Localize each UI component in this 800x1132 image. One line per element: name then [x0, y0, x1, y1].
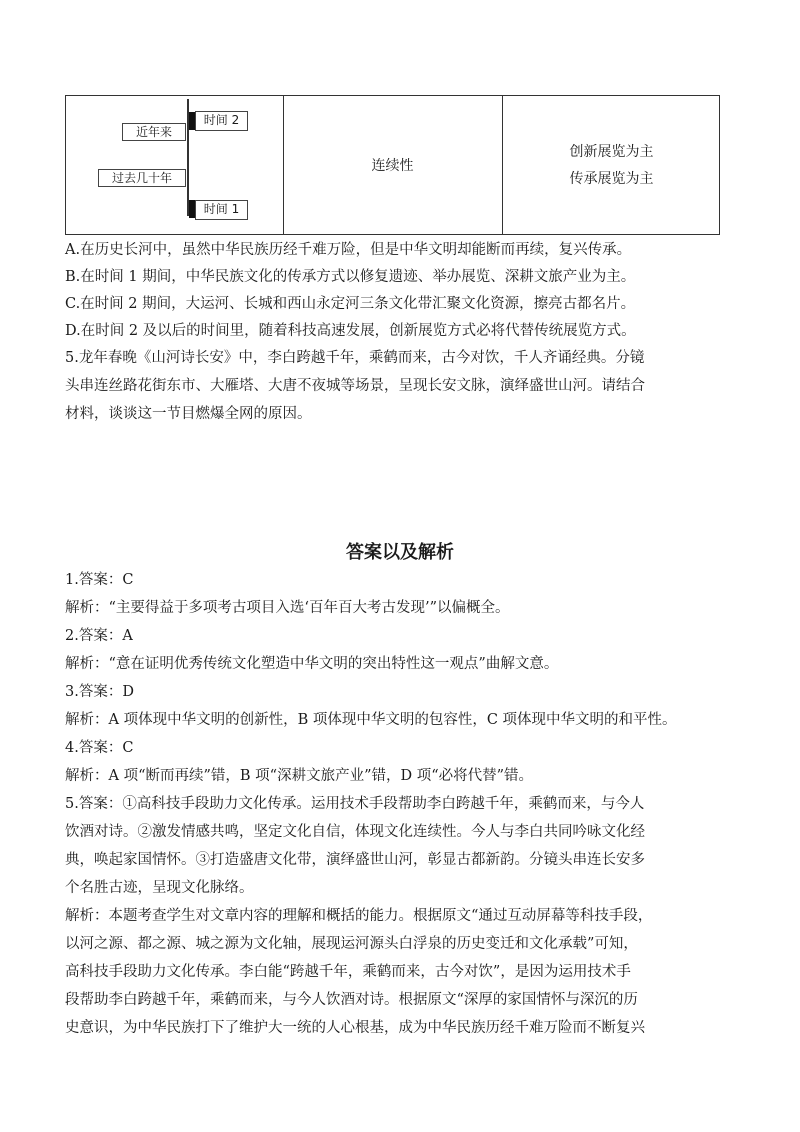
answer-line: 以河之源、都之源、城之源为文化轴，展现运河源头白浮泉的历史变迁和文化承载”可知， — [65, 936, 638, 952]
answer-line: 解析：A 项“断而再续”错，B 项“深耕文旅产业”错，D 项“必将代替”错。 — [65, 768, 534, 784]
answer-line: 4.答案：C — [65, 740, 134, 756]
option-c: C.在时间 2 期间，大运河、长城和西山永定河三条文化带汇聚文化资源，擦亮古都名片。 — [65, 296, 636, 312]
exhibition-line-1: 创新展览为主 — [569, 144, 654, 160]
recent-label: 近年来 — [122, 123, 186, 141]
answer-line: 典，唤起家国情怀。③打造盛唐文化带，演绎盛世山河，彰显古都新韵。分镜头串连长安多 — [65, 852, 645, 868]
answers-title: 答案以及解析 — [346, 542, 454, 563]
question5-line: 5.龙年春晚《山河诗长安》中，李白跨越千年，乘鹤而来，古今对饮，千人齐诵经典。分镜 — [65, 350, 645, 366]
answer-line: 个名胜古迹，呈现文化脉络。 — [65, 880, 254, 896]
exhibition-line-2: 传承展览为主 — [569, 171, 654, 187]
answer-line: 解析：A 项体现中华文明的创新性，B 项体现中华文明的包容性，C 项体现中华文明的和平性。 — [65, 712, 677, 728]
answer-line: 1.答案：C — [65, 572, 134, 588]
option-a: A.在历史长河中，虽然中华民族历经千难万险，但是中华文明却能断而再续，复兴传承。 — [65, 242, 632, 258]
answer-line: 史意识，为中华民族打下了维护大一统的人心根基，成为中华民族历经千难万险而不断复兴 — [65, 1020, 645, 1036]
option-b: B.在时间 1 期间，中华民族文化的传承方式以修复遗迹、举办展览、深耕文旅产业为主。 — [65, 269, 636, 285]
answer-line: 3.答案：D — [65, 684, 134, 700]
question5-line: 头串连丝路花街东市、大雁塔、大唐不夜城等场景，呈现长安文脉，演绎盛世山河。请结合 — [65, 378, 645, 394]
option-d: D.在时间 2 及以后的时间里，随着科技高速发展，创新展览方式必将代替传统展览方式。 — [65, 323, 636, 339]
time1-label: 时间 1 — [195, 200, 248, 220]
comparison-table — [65, 95, 720, 235]
answer-line: 解析：“主要得益于多项考古项目入选‘百年百大考古发现’”以偏概全。 — [65, 600, 510, 616]
answer-line: 高科技手段助力文化传承。李白能“跨越千年，乘鹤而来，古今对饮”，是因为运用技术手 — [65, 964, 631, 980]
time2-label: 时间 2 — [195, 111, 248, 131]
answer-line: 饮酒对诗。②激发情感共鸣，坚定文化自信，体现文化连续性。今人与李白共同吟咏文化经 — [65, 824, 645, 840]
answer-line: 段帮助李白跨越千年，乘鹤而来，与今人饮酒对诗。根据原文“深厚的家国情怀与深沉的历 — [65, 992, 638, 1008]
past-label: 过去几十年 — [98, 169, 186, 187]
answer-line: 解析：本题考查学生对文章内容的理解和概括的能力。根据原文“通过互动屏幕等科技手段， — [65, 908, 653, 924]
answer-line: 5.答案：①高科技手段助力文化传承。运用技术手段帮助李白跨越千年，乘鹤而来，与今人 — [65, 796, 645, 812]
timeline-diagram — [66, 96, 283, 236]
question5-line: 材料，谈谈这一节目燃爆全网的原因。 — [65, 406, 312, 422]
answer-line: 解析：“意在证明优秀传统文化塑造中华文明的突出特性这一观点”曲解文意。 — [65, 656, 559, 672]
answer-line: 2.答案：A — [65, 628, 133, 644]
table-divider — [502, 96, 503, 234]
continuity-cell: 连续性 — [371, 158, 414, 174]
